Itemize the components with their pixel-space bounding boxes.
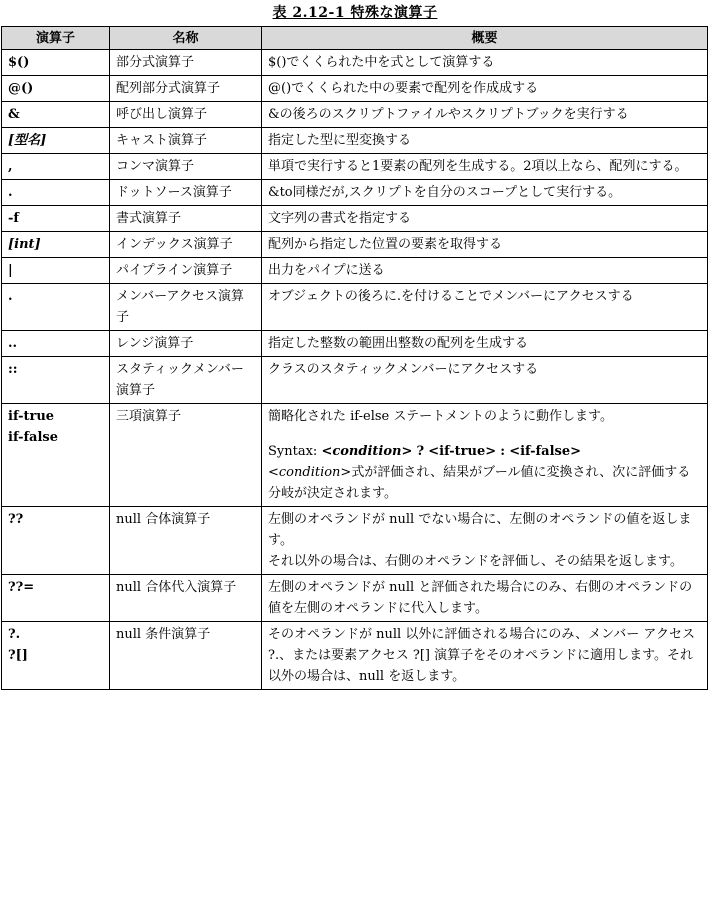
operator-cell: [型名] — [2, 128, 110, 154]
summary-cell: &の後ろのスクリプトファイルやスクリプトブックを実行する — [262, 102, 708, 128]
summary-cell: 左側のオペランドが null と評価された場合にのみ、右側のオペランドの値を左側のオペランドに代入します。 — [262, 575, 708, 622]
summary-cell: &to同様だが,スクリプトを自分のスコープとして実行する。 — [262, 180, 708, 206]
operator-cell: . — [2, 284, 110, 331]
table-row — [2, 575, 708, 622]
operator-cell: ??= — [2, 575, 110, 622]
syntax-question: ? — [416, 444, 425, 459]
syntax-label: Syntax: — [268, 444, 318, 459]
operator-cell — [2, 622, 110, 690]
summary-text: 簡略化された if-else ステートメントのように動作します。 — [268, 409, 613, 424]
operator-line: ?. — [8, 627, 21, 642]
table-row — [2, 128, 708, 154]
syntax-condition: <condition> — [321, 444, 413, 459]
table-row — [2, 284, 708, 331]
header-operator: 演算子 — [2, 27, 110, 50]
operator-line: if-false — [8, 430, 59, 445]
name-cell: 三項演算子 — [110, 404, 262, 507]
condition-text: 式が評価され、結果がブール値に変換され、次に評価する分岐が決定されます。 — [268, 465, 691, 501]
syntax-if-true: <if-true> — [428, 444, 497, 459]
name-cell: null 合体演算子 — [110, 507, 262, 575]
summary-cell: 指定した整数の範囲出整数の配列を生成する — [262, 331, 708, 357]
operator-cell: -f — [2, 206, 110, 232]
name-cell: コンマ演算子 — [110, 154, 262, 180]
table-row — [2, 232, 708, 258]
table-row — [2, 50, 708, 76]
summary-cell: そのオペランドが null 以外に評価される場合にのみ、メンバー アクセス ?.、または要素アクセス ?[] 演算子をそのオペランドに適用します。それ以外の場合は、null を返します。 — [262, 622, 708, 690]
name-cell: ドットソース演算子 — [110, 180, 262, 206]
table-row — [2, 357, 708, 404]
name-cell: 書式演算子 — [110, 206, 262, 232]
summary-cell: 配列から指定した位置の要素を取得する — [262, 232, 708, 258]
syntax-line — [268, 441, 701, 462]
operator-cell: ?? — [2, 507, 110, 575]
name-cell: 呼び出し演算子 — [110, 102, 262, 128]
summary-cell: 指定した型に型変換する — [262, 128, 708, 154]
operator-cell: . — [2, 180, 110, 206]
name-cell: 配列部分式演算子 — [110, 76, 262, 102]
operator-cell — [2, 404, 110, 507]
table-header-row — [2, 27, 708, 50]
name-cell: スタティックメンバー演算子 — [110, 357, 262, 404]
table-row — [2, 76, 708, 102]
operator-cell: & — [2, 102, 110, 128]
header-name: 名称 — [110, 27, 262, 50]
summary-cell: @()でくくられた中の要素で配列を作成成する — [262, 76, 708, 102]
name-cell: メンバーアクセス演算子 — [110, 284, 262, 331]
header-summary: 概要 — [262, 27, 708, 50]
name-cell: null 条件演算子 — [110, 622, 262, 690]
summary-text: 左側のオペランドが null でない場合に、左側のオペランドの値を返します。 — [268, 512, 692, 548]
operator-cell: | — [2, 258, 110, 284]
name-cell: インデックス演算子 — [110, 232, 262, 258]
summary-cell: オブジェクトの後ろに.を付けることでメンバーにアクセスする — [262, 284, 708, 331]
operator-cell: , — [2, 154, 110, 180]
operator-line: if-true — [8, 409, 55, 424]
operator-cell: :: — [2, 357, 110, 404]
operator-cell: @() — [2, 76, 110, 102]
table-row — [2, 507, 708, 575]
name-cell: パイプライン演算子 — [110, 258, 262, 284]
condition-word: <condition> — [268, 465, 352, 480]
syntax-colon: : — [500, 444, 506, 459]
table-row — [2, 206, 708, 232]
table-row — [2, 622, 708, 690]
table-row — [2, 331, 708, 357]
name-cell: キャスト演算子 — [110, 128, 262, 154]
summary-cell — [262, 404, 708, 507]
summary-cell: クラスのスタティックメンバーにアクセスする — [262, 357, 708, 404]
name-cell: null 合体代入演算子 — [110, 575, 262, 622]
summary-cell: $()でくくられた中を式として演算する — [262, 50, 708, 76]
operator-line: ?[] — [8, 648, 28, 663]
spacer — [268, 427, 701, 441]
table-row — [2, 154, 708, 180]
summary-cell: 単項で実行すると1要素の配列を生成する。2項以上なら、配列にする。 — [262, 154, 708, 180]
name-cell: レンジ演算子 — [110, 331, 262, 357]
table-row — [2, 404, 708, 507]
condition-explanation — [268, 462, 701, 504]
table-row — [2, 258, 708, 284]
syntax-if-false: <if-false> — [509, 444, 581, 459]
operator-cell: $() — [2, 50, 110, 76]
operators-table — [1, 26, 708, 690]
operator-cell: .. — [2, 331, 110, 357]
summary-cell: 出力をパイプに送る — [262, 258, 708, 284]
summary-text: それ以外の場合は、右側のオペランドを評価し、その結果を返します。 — [268, 554, 683, 569]
summary-cell — [262, 507, 708, 575]
operator-cell: [int] — [2, 232, 110, 258]
table-row — [2, 180, 708, 206]
name-cell: 部分式演算子 — [110, 50, 262, 76]
table-row — [2, 102, 708, 128]
table-caption: 表 2.12-1 特殊な演算子 — [272, 5, 438, 21]
summary-cell: 文字列の書式を指定する — [262, 206, 708, 232]
